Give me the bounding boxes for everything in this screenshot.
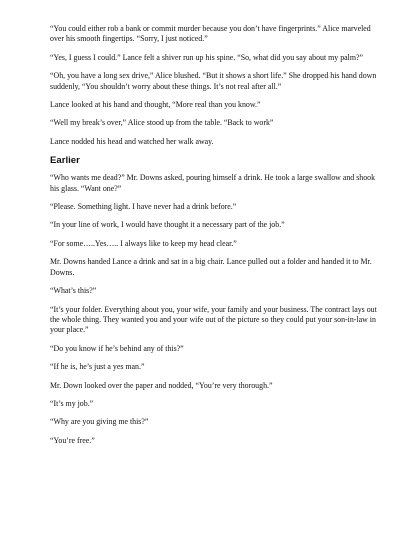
paragraph: Lance nodded his head and watched her walk away. bbox=[50, 136, 214, 146]
paragraph: “For some…..Yes….. I always like to keep my head clear.” bbox=[50, 238, 237, 248]
paragraph: “Please. Something light. I have never had a drink before.” bbox=[50, 202, 237, 212]
paragraph: “You could either rob a bank or commit murder because you don’t have fingerprints.” Alice marveled over his smooth fingertips. “Sorry, I just noticed.” bbox=[50, 24, 371, 44]
paragraph: “It’s your folder. Everything about you, your wife, your family and your business. The contract lays out the whole thing. They wanted you and your wife out of the picture so they could put your son-in-law in your place.” bbox=[50, 304, 377, 335]
paragraph: “Yes, I guess I could.” Lance felt a shiver run up his spine. “So, what did you say about my palm?” bbox=[50, 52, 364, 62]
document-page bbox=[50, 24, 380, 454]
paragraph: “Well my break’s over,” Alice stood up from the table. “Back to work” bbox=[50, 118, 274, 128]
paragraph: “If he is, he’s just a yes man.” bbox=[50, 362, 145, 372]
paragraph: “You’re free.” bbox=[50, 435, 95, 445]
paragraph: Mr. Down looked over the paper and nodded, “You’re very thorough.” bbox=[50, 380, 273, 390]
paragraph: “Who wants me dead?” Mr. Downs asked, pouring himself a drink. He took a large swallow and shook his glass. “Want one?” bbox=[50, 173, 376, 193]
section-heading: Earlier bbox=[50, 155, 80, 167]
paragraph: “Oh, you have a long sex drive,” Alice blushed. “But it shows a short life.” She dropped his hand down suddenly, “You shouldn’t worry about these things. It’s not real after all.” bbox=[50, 71, 377, 91]
paragraph: “Why are you giving me this?” bbox=[50, 417, 149, 427]
paragraph: Mr. Downs handed Lance a drink and sat in a big chair. Lance pulled out a folder and handed it to Mr. Downs. bbox=[50, 257, 372, 277]
paragraph: “What’s this?” bbox=[50, 286, 97, 296]
paragraph: Lance looked at his hand and thought, “More real than you know.” bbox=[50, 100, 261, 110]
paragraph: “Do you know if he’s behind any of this?” bbox=[50, 343, 184, 353]
paragraph: “It’s my job.” bbox=[50, 398, 94, 408]
paragraph: “In your line of work, I would have thought it a necessary part of the job.” bbox=[50, 220, 285, 230]
